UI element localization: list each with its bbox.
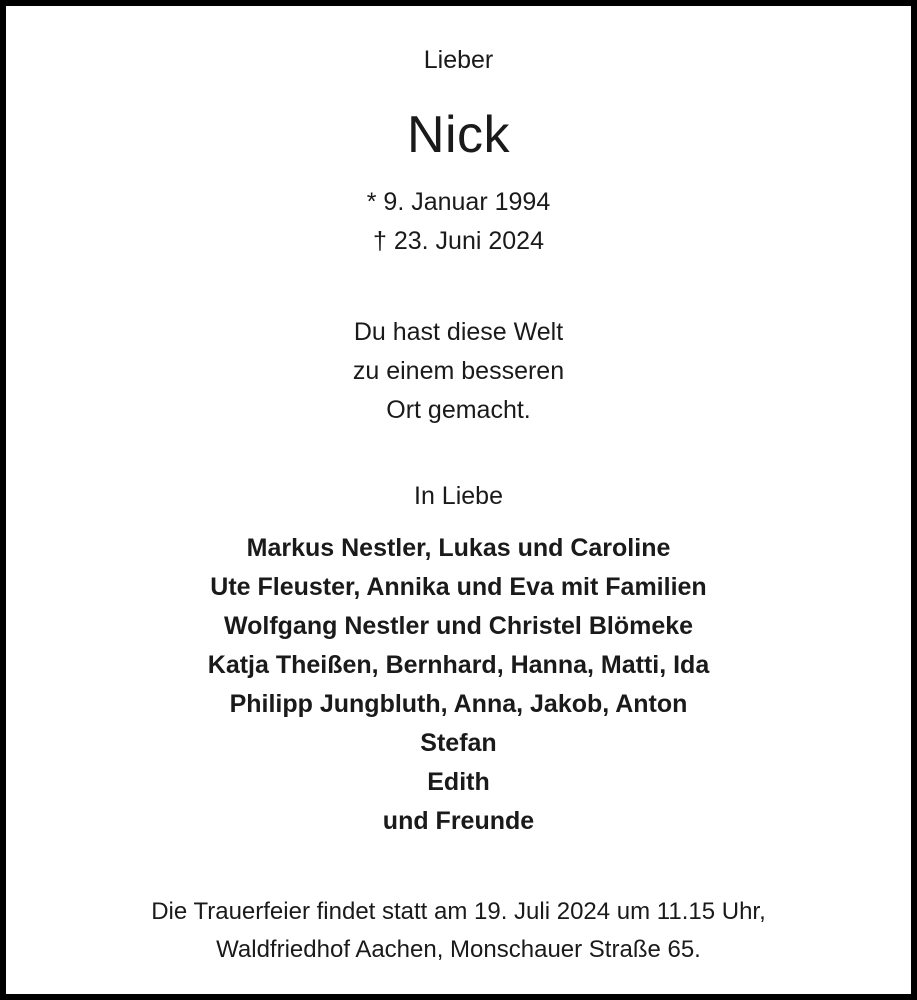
mourner-line: und Freunde (382, 807, 535, 835)
quote-line: zu einem besseren (352, 357, 565, 385)
service-info-line: Die Trauerfeier findet statt am 19. Juli 2024 um 11.15 Uhr, (151, 898, 766, 925)
mourner-line: Stefan (420, 729, 497, 757)
mourner-line: Markus Nestler, Lukas und Caroline (246, 534, 671, 562)
mourners-intro: In Liebe (414, 482, 503, 510)
salutation: Lieber (423, 46, 494, 74)
service-info-line: Waldfriedhof Aachen, Monschauer Straße 65. (216, 936, 701, 963)
quote-line: Du hast diese Welt (353, 318, 564, 346)
mourner-line: Ute Fleuster, Annika und Eva mit Familien (210, 573, 707, 601)
quote-line: Ort gemacht. (386, 396, 531, 424)
birth-date: * 9. Januar 1994 (366, 188, 551, 216)
deceased-name: Nick (406, 106, 511, 164)
death-date: † 23. Juni 2024 (373, 227, 544, 255)
mourner-line: Wolfgang Nestler und Christel Blömeke (223, 612, 694, 640)
mourner-line: Katja Theißen, Bernhard, Hanna, Matti, Ida (207, 651, 710, 679)
mourner-line: Philipp Jungbluth, Anna, Jakob, Anton (229, 690, 688, 718)
mourner-line: Edith (427, 768, 490, 796)
